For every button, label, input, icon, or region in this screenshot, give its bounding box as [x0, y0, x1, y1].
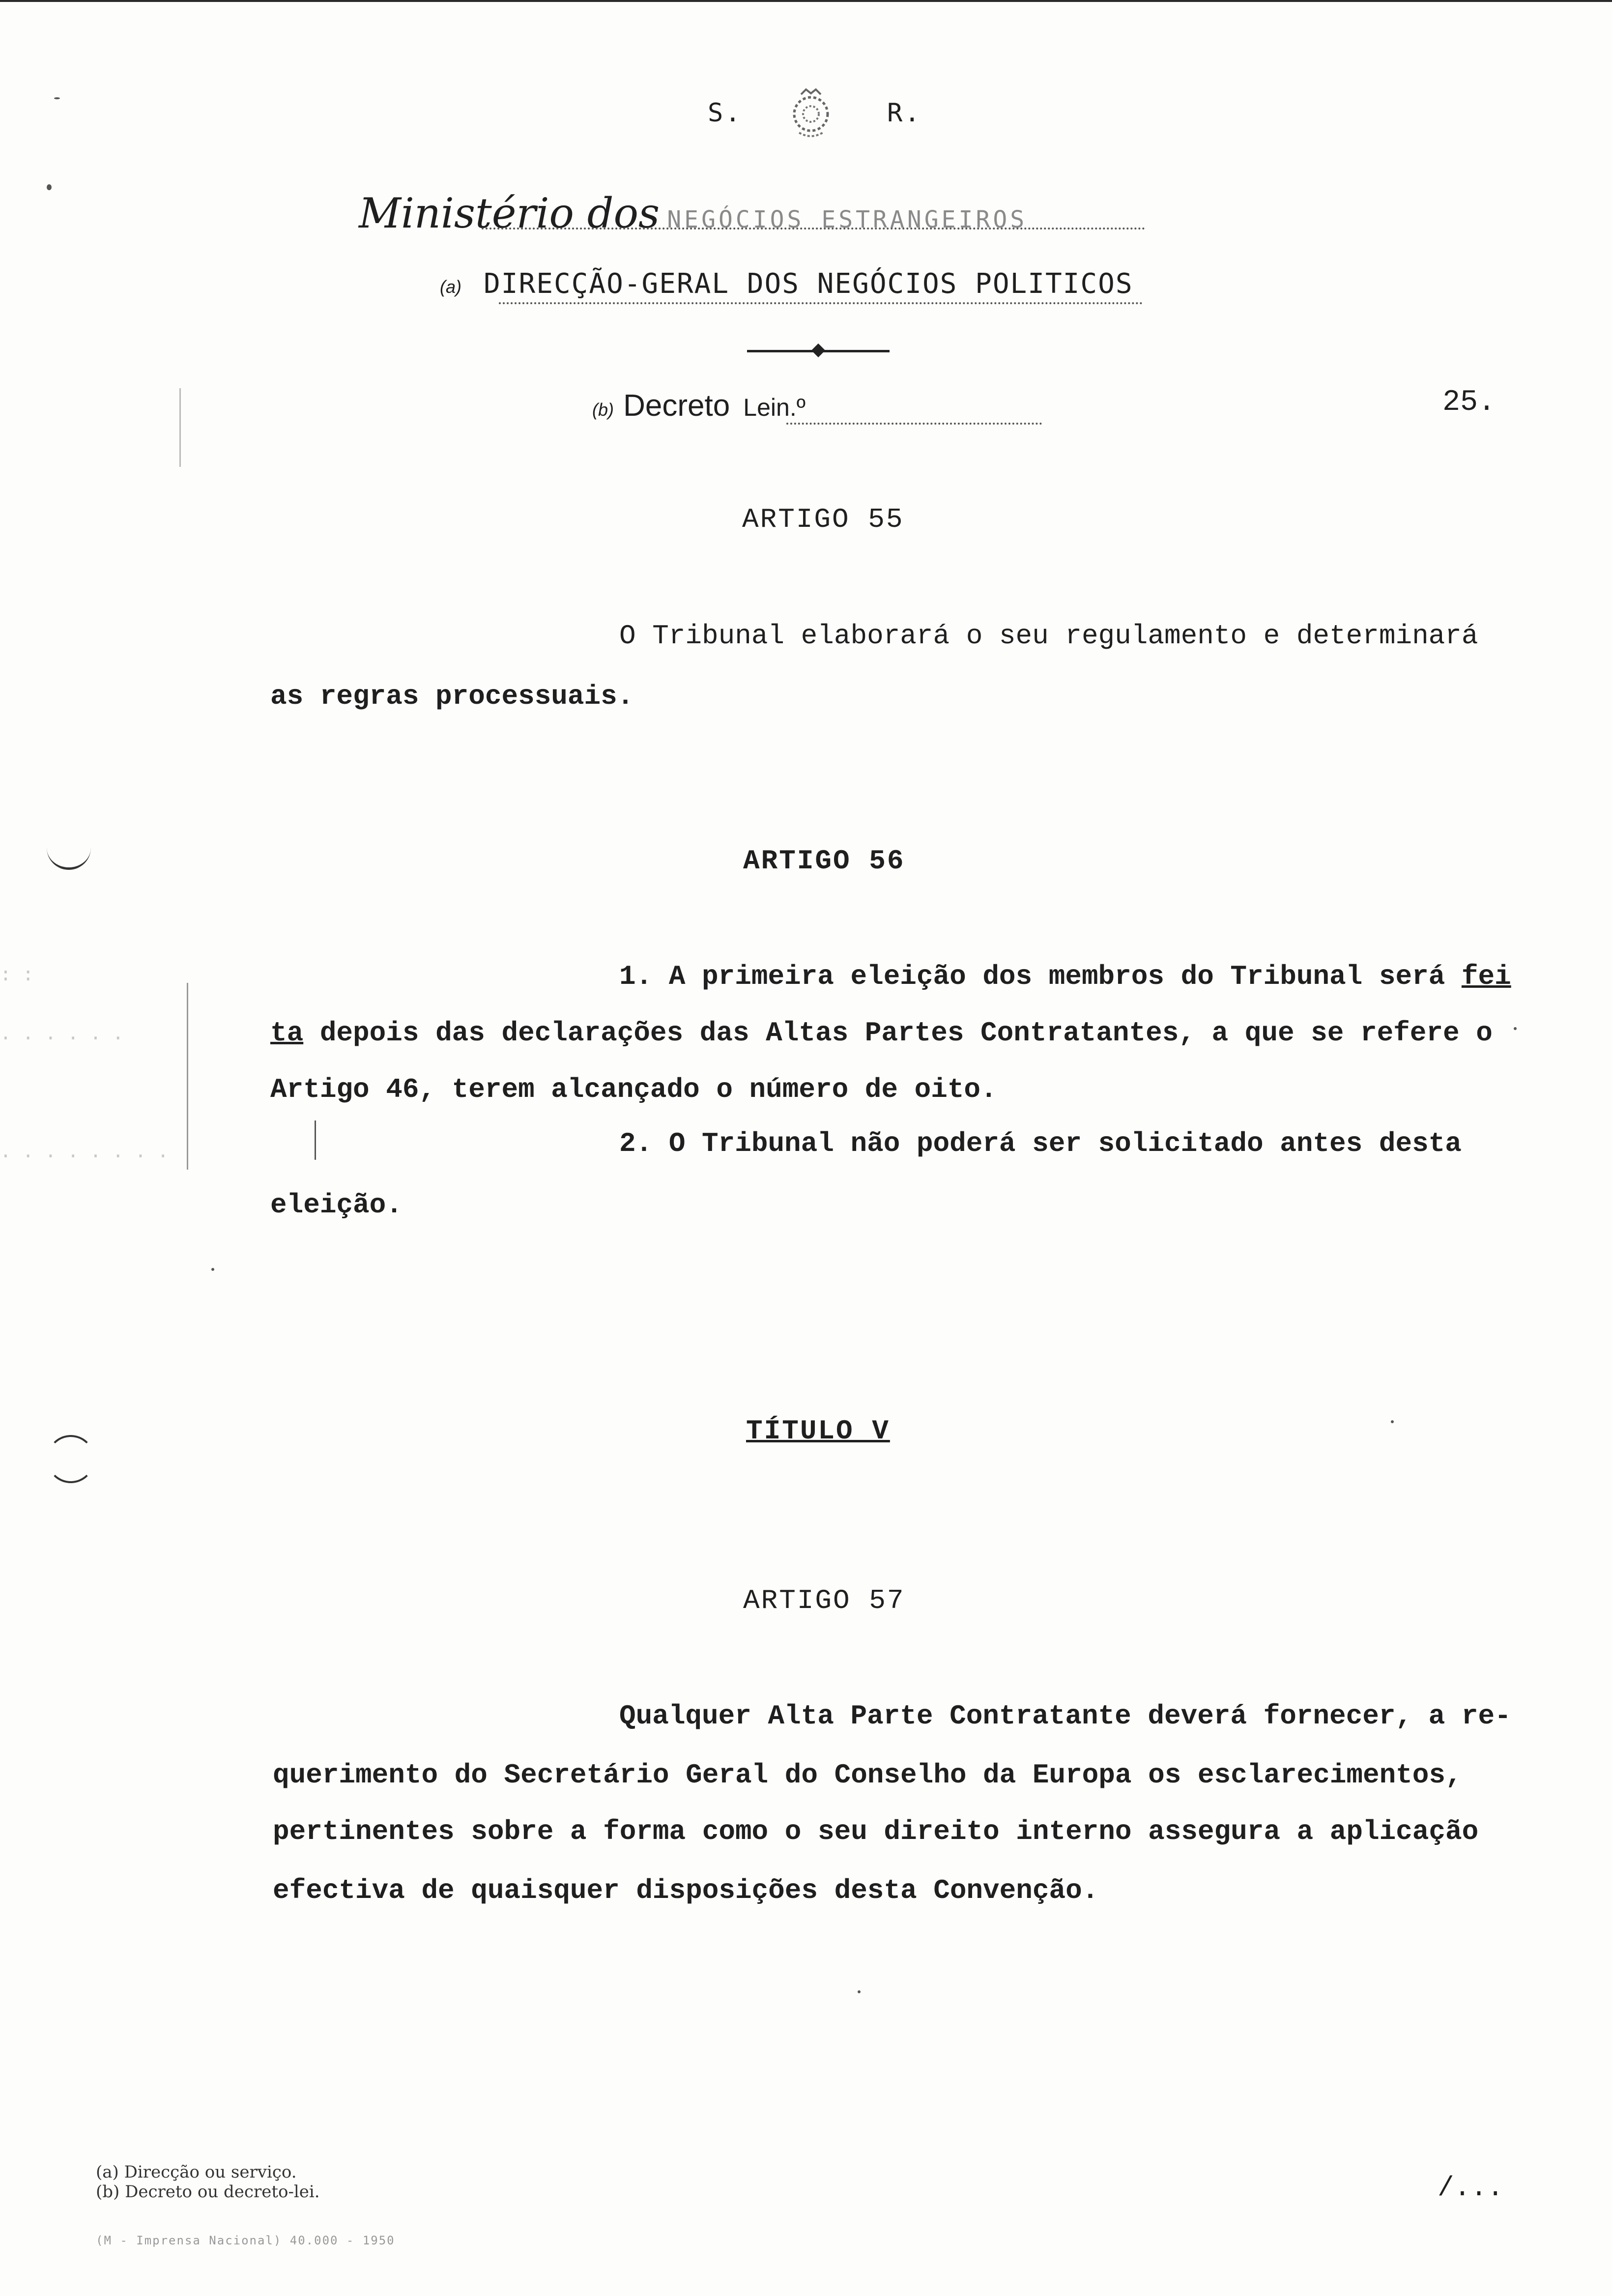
speck: [211, 1268, 214, 1271]
ministry-prefix: Ministério dos: [359, 189, 660, 237]
header-letter-r: R.: [887, 98, 922, 128]
artigo-57-heading: ARTIGO 57: [743, 1585, 905, 1616]
stray-mark: [315, 1120, 316, 1160]
footnote-b: (b) Decreto ou decreto-lei.: [96, 2182, 320, 2202]
margin-line: [179, 388, 181, 467]
artigo-56-p2-line-2: eleição.: [270, 1189, 403, 1221]
punch-hole-mark: [47, 845, 91, 870]
speck: [47, 184, 52, 190]
artigo-55-line-2: as regras processuais.: [270, 681, 634, 712]
artigo-57-line-2: querimento do Secretário Geral do Conselho da Europa os esclarecimentos,: [273, 1759, 1462, 1791]
ministry-name: NEGÓCIOS ESTRANGEIROS: [667, 206, 1028, 233]
artigo-56-p1-line-2-head: ta: [270, 1017, 304, 1049]
artigo-57-line-1: Qualquer Alta Parte Contratante deverá fornecer, a re-: [619, 1700, 1511, 1732]
footnote-a: (a) Direcção ou serviço.: [96, 2162, 297, 2182]
punch-hole-mark: [47, 1435, 95, 1483]
department-name: DIRECÇÃO-GERAL DOS NEGÓCIOS POLITICOS: [484, 268, 1133, 300]
margin-line: [187, 983, 188, 1170]
bleed-through-text: . . . . . . . .: [0, 1140, 169, 1162]
titulo-v-heading: TÍTULO V: [746, 1415, 890, 1447]
ministry-line: [359, 189, 1278, 237]
artigo-56-heading: ARTIGO 56: [743, 845, 905, 877]
artigo-56-p1-line-2: [270, 1017, 1493, 1049]
decreto-marker: (b): [592, 400, 614, 420]
speck: [858, 1990, 861, 1993]
decreto-number-label: Lein.º: [743, 394, 806, 421]
department-underline: [499, 302, 1143, 304]
artigo-56-p1-line-2-rest: depois das declarações das Altas Partes Contratantes, a que se refere o: [303, 1017, 1493, 1049]
ministry-underline: [482, 228, 1145, 230]
speck: [1514, 1027, 1517, 1030]
printer-line: (M - Imprensa Nacional) 40.000 - 1950: [96, 2234, 395, 2247]
page-number: 25.: [1442, 386, 1496, 419]
artigo-57-line-4: efectiva de quaisquer disposições desta Convenção.: [273, 1875, 1099, 1906]
ornament-diamond: [811, 344, 825, 357]
decreto-underline: [786, 423, 1042, 425]
artigo-56-p1-line-1-tail: fei: [1461, 961, 1511, 992]
artigo-55-line-1: O Tribunal elaborará o seu regulamento e determinará: [619, 620, 1478, 652]
bleed-through-text: : :: [0, 963, 34, 985]
artigo-56-p1-line-1-main: 1. A primeira eleição dos membros do Tribunal será: [619, 961, 1462, 992]
decreto-label: Decreto: [623, 389, 730, 423]
department-marker: (a): [440, 277, 461, 297]
artigo-57-line-3: pertinentes sobre a forma como o seu direito interno assegura a aplicação: [273, 1816, 1479, 1847]
coat-of-arms-icon: [781, 84, 840, 143]
decreto-line: [592, 388, 806, 423]
artigo-55-heading: ARTIGO 55: [742, 504, 904, 535]
speck: [1391, 1420, 1394, 1423]
department-line: [440, 268, 1133, 300]
speck: [54, 97, 60, 99]
header-letter-s: S.: [708, 98, 743, 128]
artigo-56-p2-line-1: 2. O Tribunal não poderá ser solicitado antes desta: [619, 1128, 1462, 1159]
continuation-mark: /...: [1438, 2172, 1504, 2204]
top-border: [0, 0, 1612, 2]
artigo-56-p1-line-1: [619, 961, 1511, 992]
artigo-56-p1-line-3: Artigo 46, terem alcançado o número de oito.: [270, 1074, 997, 1105]
bleed-through-text: . . . . . .: [0, 1022, 124, 1044]
